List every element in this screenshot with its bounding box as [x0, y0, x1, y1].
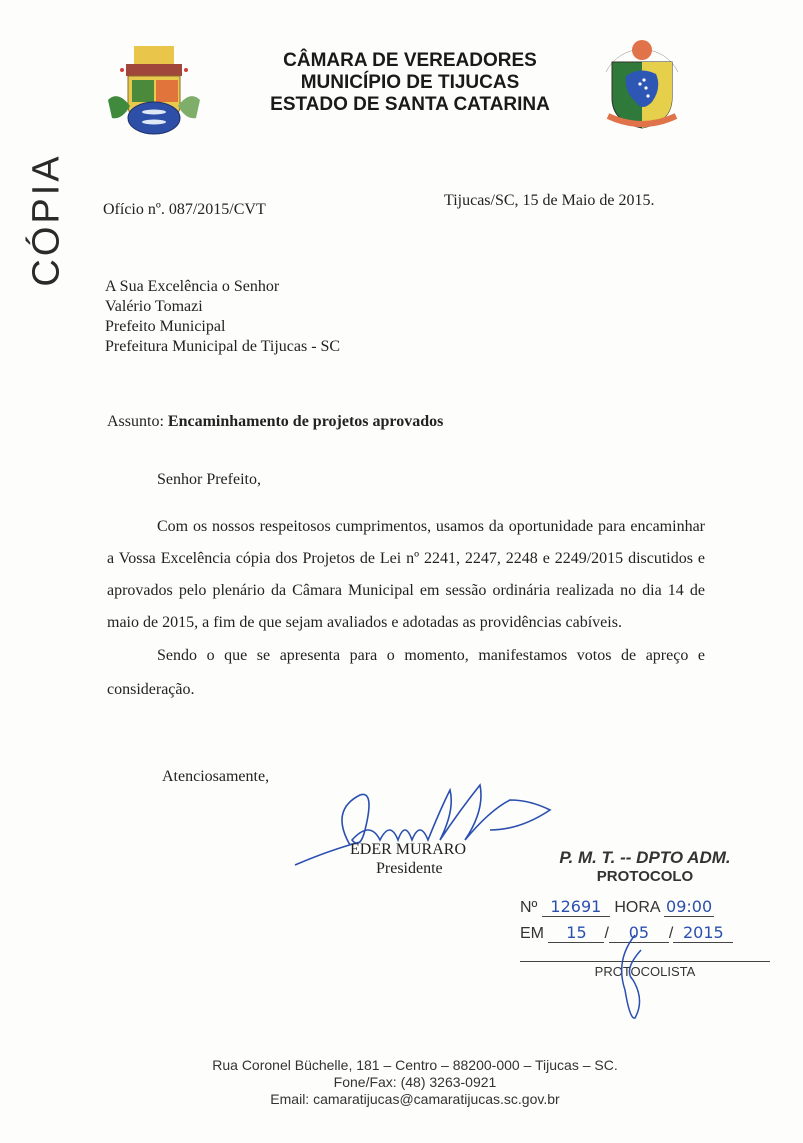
signer-title: Presidente: [376, 860, 443, 877]
protocol-initials-icon: [605, 930, 655, 1025]
recipient-line: A Sua Excelência o Senhor: [105, 278, 280, 295]
body-paragraph: Com os nossos respeitosos cumprimentos, usamos da oportunidade para encaminhar a Vossa Excelência cópia dos Projetos de Lei nº 2241, 2247, 2248 e 2249/2015 discutidos e aprovados pelo plenário da Câmara Municipal em sessão ordinária realizada no dia 14 de maio de 2015, a fim de que sejam avaliados e adotadas as providências cabíveis.: [107, 518, 705, 631]
signer-name: EDER MURARO: [350, 841, 467, 858]
stamp-number-row: [520, 897, 770, 917]
footer-email: Email: camaratijucas@camaratijucas.sc.gov.br: [270, 1091, 560, 1107]
letter-body: [107, 511, 705, 707]
number-label: Nº: [520, 899, 538, 916]
copy-stamp: [22, 150, 72, 290]
letter-reference: Ofício nº. 087/2015/CVT: [103, 201, 266, 218]
protocol-number: 12691: [542, 897, 610, 917]
place-date: Tijucas/SC, 15 de Maio de 2015.: [444, 192, 655, 209]
legislative-power-crest-icon: [596, 32, 688, 136]
salutation: Senhor Prefeito,: [157, 471, 261, 488]
stamp-date-row: EM 15 / 05 / 2015: [520, 923, 770, 943]
header-line-1: CÂMARA DE VEREADORES: [283, 50, 537, 71]
hora-label: HORA: [614, 899, 660, 916]
stamp-title: P. M. T. -- DPTO ADM.: [559, 848, 731, 867]
stamp-subtitle: PROTOCOLO: [596, 868, 694, 885]
recipient-block: [105, 277, 340, 357]
protocolista-label: PROTOCOLISTA: [520, 961, 770, 979]
body-paragraph: Sendo o que se apresenta para o momento, manifestamos votos de apreço e consideração.: [107, 647, 705, 698]
header-line-2: MUNICÍPIO DE TIJUCAS: [300, 72, 520, 93]
subject-label: Assunto:: [107, 413, 164, 430]
footer-address: Rua Coronel Büchelle, 181 – Centro – 88200-000 – Tijucas – SC.: [212, 1057, 618, 1073]
municipal-coat-of-arms-icon: [104, 40, 204, 148]
em-label: EM: [520, 925, 544, 942]
protocol-year: 2015: [673, 923, 733, 943]
institution-header: [240, 50, 580, 116]
subject-line: [107, 412, 443, 432]
protocol-hour: 09:00: [666, 897, 713, 916]
subject-text: Encaminhamento de projetos aprovados: [167, 413, 444, 430]
closing: Atenciosamente,: [162, 768, 270, 785]
protocol-day: 15: [548, 923, 604, 943]
header-line-3: ESTADO DE SANTA CATARINA: [270, 94, 550, 115]
recipient-line: Valério Tomazi: [105, 298, 203, 315]
protocol-month: 05: [609, 923, 669, 943]
recipient-line: Prefeito Municipal: [105, 318, 226, 335]
recipient-line: Prefeitura Municipal de Tijucas - SC: [105, 338, 341, 355]
footer-phone: Fone/Fax: (48) 3263-0921: [333, 1074, 497, 1090]
footer: [190, 1057, 640, 1108]
copy-stamp-text: CÓPIA: [25, 153, 68, 287]
